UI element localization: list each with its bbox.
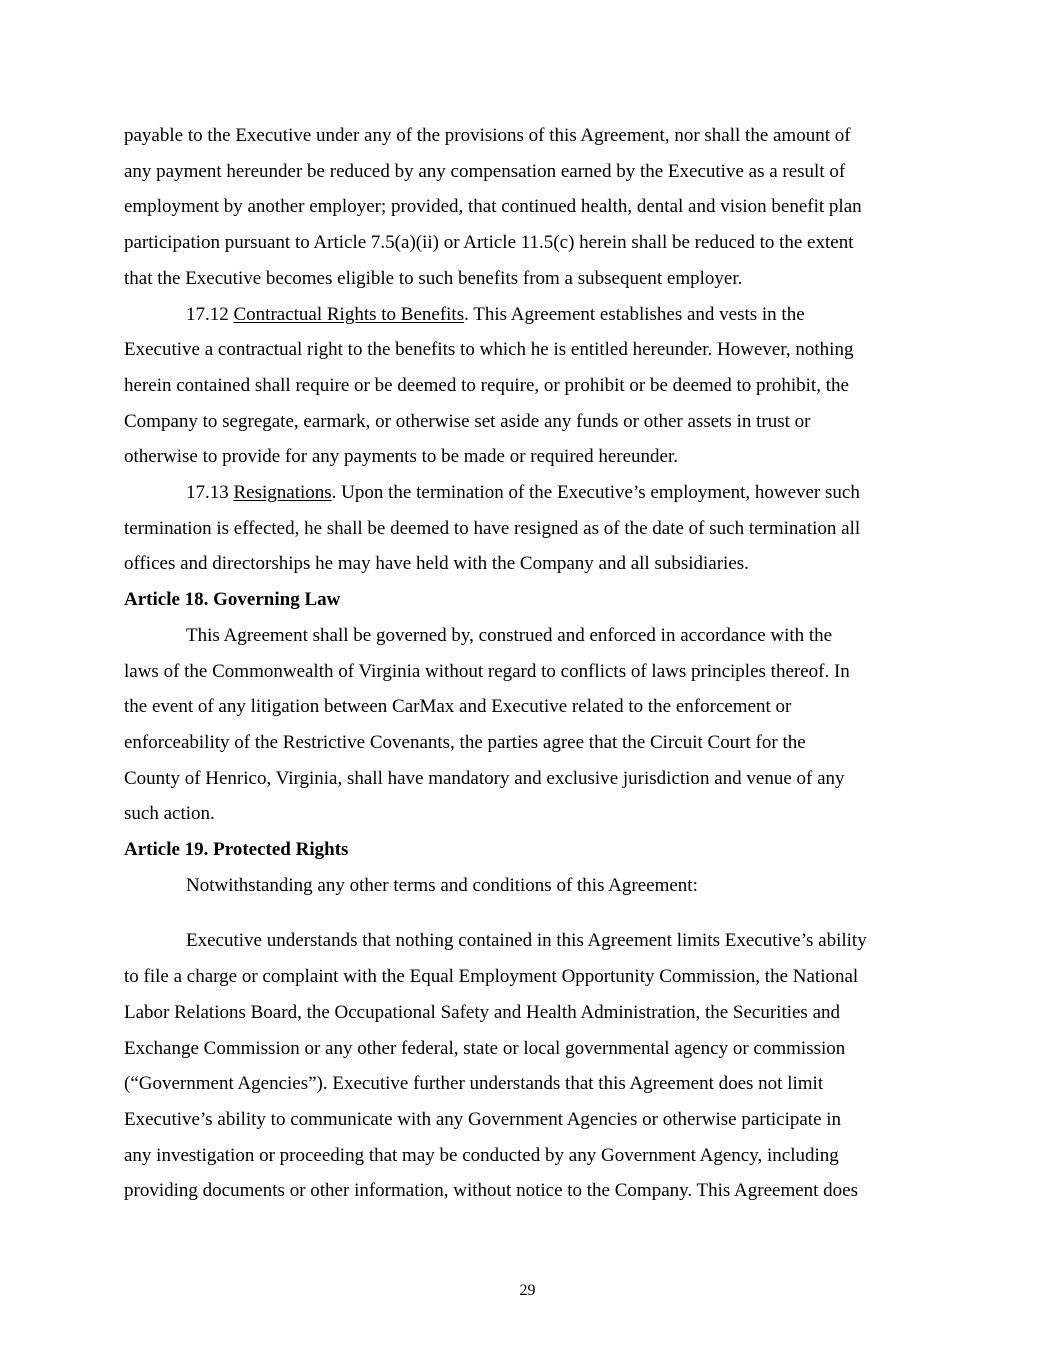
text-line: otherwise to provide for any payments to be made or required hereunder. [124,446,678,468]
article-heading: Article 18. Governing Law [124,589,341,611]
text-line: Executive understands that nothing contained in this Agreement limits Executive’s ability [186,930,867,952]
text-line: Executive a contractual right to the benefits to which he is entitled hereunder. However, nothing [124,339,854,361]
section-17-13 [124,475,936,582]
text-line: that the Executive becomes eligible to such benefits from a subsequent employer. [124,267,743,289]
section-number: 17.13 [186,482,234,504]
section-first-line [124,297,936,333]
text-line: the event of any litigation between CarMax and Executive related to the enforcement or [124,696,792,718]
article-heading: Article 19. Protected Rights [124,839,349,861]
text-line: any payment hereunder be reduced by any compensation earned by the Executive as a result of [124,160,846,182]
section-title: Contractual Rights to Benefits [233,303,465,325]
text-line: (“Government Agencies”). Executive further understands that this Agreement does not limit [124,1073,824,1095]
text-line: This Agreement shall be governed by, construed and enforced in accordance with the [186,624,833,646]
article-18 [124,582,936,832]
text-line: such action. [124,803,215,825]
text-line: employment by another employer; provided, that continued health, dental and vision benefit plan [124,196,862,218]
document-page [124,118,936,1209]
text-line: Labor Relations Board, the Occupational Safety and Health Administration, the Securities and [124,1001,841,1023]
page-number: 29 [519,1282,536,1299]
text-line: to file a charge or complaint with the Equal Employment Opportunity Commission, the National [124,966,859,988]
article-intro: Notwithstanding any other terms and conditions of this Agreement: [186,874,698,896]
section-17-12 [124,297,936,476]
article-19 [124,832,936,1209]
text-line: Executive’s ability to communicate with any Government Agencies or otherwise participate in [124,1108,842,1130]
text-line: payable to the Executive under any of the provisions of this Agreement, nor shall the amount of [124,125,851,146]
section-number: 17.12 [186,303,234,325]
text-line: participation pursuant to Article 7.5(a)(ii) or Article 11.5(c) herein shall be reduced to the extent [124,232,854,254]
section-text: . This Agreement establishes and vests in the [464,303,805,325]
text-line: Exchange Commission or any other federal, state or local governmental agency or commission [124,1037,846,1059]
paragraph-gap [124,903,936,923]
section-text: . Upon the termination of the Executive’s employment, however such [331,482,860,504]
continuation-paragraph [124,118,936,297]
text-line: Company to segregate, earmark, or otherwise set aside any funds or other assets in trust or [124,410,811,432]
section-first-line [124,475,936,511]
text-line: providing documents or other information, without notice to the Company. This Agreement does [124,1180,859,1202]
text-line: County of Henrico, Virginia, shall have mandatory and exclusive jurisdiction and venue of any [124,767,845,789]
text-line: termination is effected, he shall be deemed to have resigned as of the date of such termination all [124,517,861,539]
text-line: laws of the Commonwealth of Virginia without regard to conflicts of laws principles thereof. In [124,660,850,682]
text-line: offices and directorships he may have held with the Company and all subsidiaries. [124,553,749,575]
text-line: any investigation or proceeding that may be conducted by any Government Agency, including [124,1144,839,1166]
section-title: Resignations [233,482,332,504]
text-line: herein contained shall require or be deemed to require, or prohibit or be deemed to prohibit, the [124,374,849,396]
text-line: enforceability of the Restrictive Covenants, the parties agree that the Circuit Court for the [124,731,806,753]
